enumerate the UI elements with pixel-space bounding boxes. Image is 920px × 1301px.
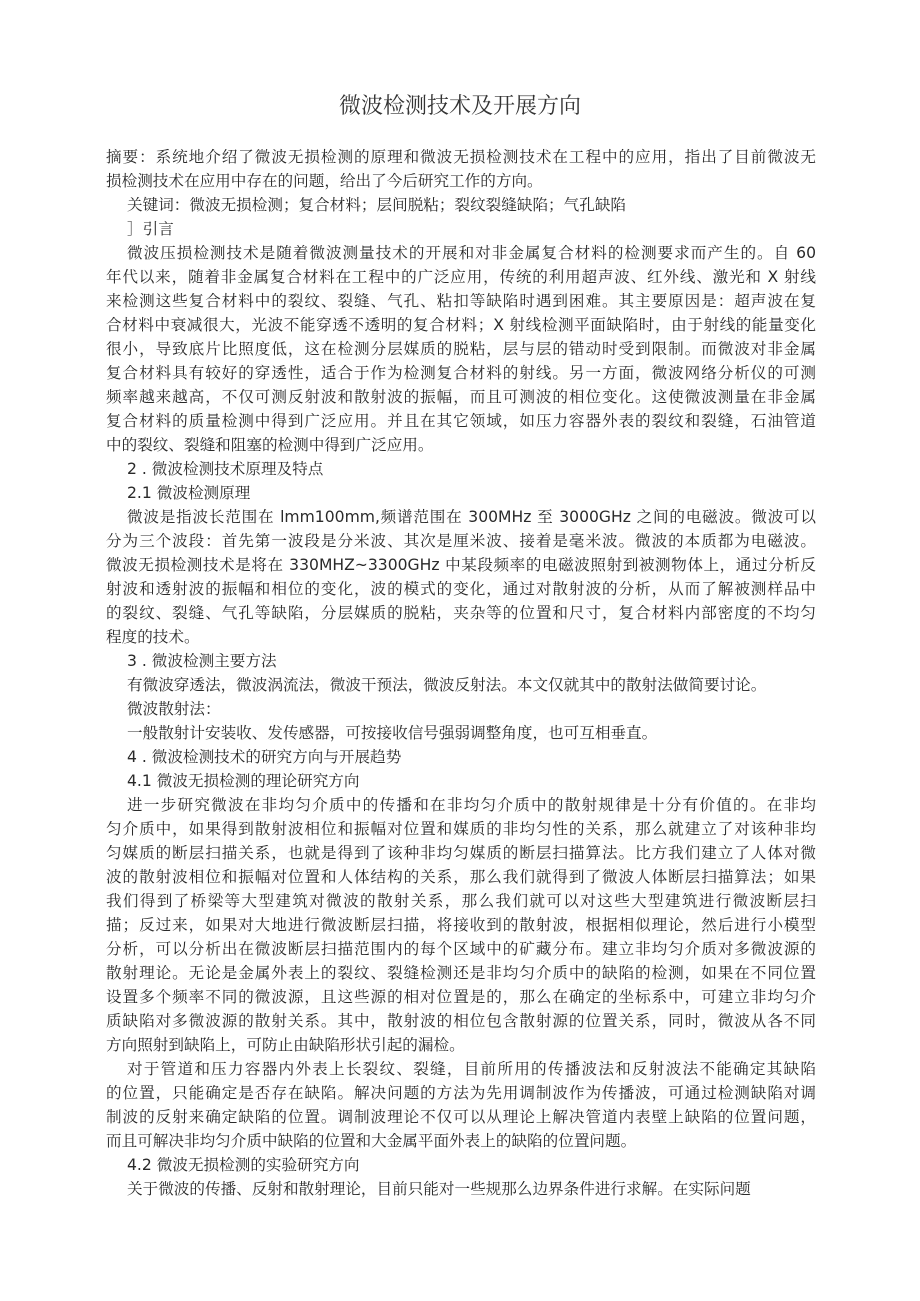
heading-4-2 bbox=[106, 1153, 816, 1177]
text-line: 中的裂纹、裂缝和阻塞的检测中得到广泛应用。 bbox=[106, 436, 434, 454]
heading-introduction bbox=[106, 217, 816, 241]
text-line: 波的散射波相位和振幅对位置和人体结构的关系，那么我们就得到了微波人体断层扫描算法；如果 bbox=[106, 868, 816, 886]
paragraph-4-2 bbox=[106, 1177, 816, 1201]
heading-2 bbox=[106, 457, 816, 481]
heading-3 bbox=[106, 649, 816, 673]
paragraph-scatter-title bbox=[106, 697, 816, 721]
text-line: 关于微波的传播、反射和散射理论，目前只能对一些规那么边界条件进行求解。在实际问题 bbox=[127, 1180, 751, 1198]
text-line: 制波的反射来确定缺陷的位置。调制波理论不仅可以从理论上解决管道内表壁上缺陷的位置问题， bbox=[106, 1108, 816, 1126]
text-line: 散射理论。无论是金属外表上的裂纹、裂缝检测还是非均匀介质中的缺陷的检测，如果在不同位置 bbox=[106, 964, 816, 982]
text-line: 摘要：系统地介绍了微波无损检测的原理和微波无损检测技术在工程中的应用，指出了目前微波无 bbox=[106, 148, 816, 166]
text-line: 匀媒质的断层扫描关系，也就是得到了该种非均匀媒质的断层扫描算法。比方我们建立了人体对微 bbox=[106, 844, 816, 862]
text-line: 2.1 微波检测原理 bbox=[127, 484, 251, 502]
text-line: 复合材料的质量检测中得到广泛应用。并且在其它领域，如压力容器外表的裂纹和裂缝，石油管道 bbox=[106, 412, 816, 430]
text-line: 关键词：微波无损检测；复合材料；层间脱粘；裂纹裂缝缺陷；气孔缺陷 bbox=[127, 196, 627, 214]
text-line: 分为三个波段：首先第一波段是分米波、其次是厘米波、接着是毫米波。微波的本质都为电磁波。 bbox=[106, 532, 816, 550]
paragraph-4-1-b bbox=[106, 1057, 816, 1153]
text-line: 方向照射到缺陷上，可防止由缺陷形状引起的漏检。 bbox=[106, 1036, 465, 1054]
paragraph-scatter bbox=[106, 721, 816, 745]
text-line: 而且可解决非均匀介质中缺陷的位置和大金属平面外表上的缺陷的位置问题。 bbox=[106, 1132, 637, 1150]
document-body bbox=[106, 145, 816, 1201]
text-line: 微波是指波长范围在 lmm100mm,频谱范围在 300MHz 至 3000GHz 之间的电磁波。微波可以 bbox=[127, 508, 816, 526]
text-line: 合材料中衰减很大，光波不能穿透不透明的复合材料；X 射线检测平面缺陷时，由于射线的能量变化 bbox=[106, 316, 816, 334]
text-line: 设置多个频率不同的微波源，且这些源的相对位置是的，那么在确定的坐标系中，可建立非均匀介 bbox=[106, 988, 816, 1006]
paragraph-introduction bbox=[106, 241, 816, 457]
text-line: 年代以来，随着非金属复合材料在工程中的广泛应用，传统的利用超声波、红外线、激光和 X 射线 bbox=[106, 268, 816, 286]
text-line: 4 . 微波检测技术的研究方向与开展趋势 bbox=[127, 748, 402, 766]
text-line: 频率越来越高，不仅可测反射波和散射波的振幅，而且可测波的相位变化。这使微波测量在非金属 bbox=[106, 388, 816, 406]
text-line: 描；反过来，如果对大地进行微波断层扫描，将接收到的散射波，根据相似理论，然后进行小模型 bbox=[106, 916, 816, 934]
text-line: 微波散射法： bbox=[127, 700, 221, 718]
text-line: 有微波穿透法，微波涡流法，微波干预法，微波反射法。本文仅就其中的散射法做简要讨论。 bbox=[127, 676, 767, 694]
text-line: 对于管道和压力容器内外表上长裂纹、裂缝，目前所用的传播波法和反射波法不能确定其缺陷 bbox=[127, 1060, 816, 1078]
heading-4 bbox=[106, 745, 816, 769]
text-line: 2 . 微波检测技术原理及特点 bbox=[127, 460, 324, 478]
text-line: 我们得到了桥梁等大型建筑对微波的散射关系，那么我们就可以对这些大型建筑进行微波断层扫 bbox=[106, 892, 816, 910]
text-line: 射波和透射波的振幅和相位的变化，波的模式的变化，通过对散射波的分析，从而了解被测样品中 bbox=[106, 580, 816, 598]
abstract bbox=[106, 145, 816, 193]
text-line: 4.1 微波无损检测的理论研究方向 bbox=[127, 772, 360, 790]
text-line: 分析，可以分析出在微波断层扫描范围内的每个区域中的矿藏分布。建立非均匀介质对多微波源的 bbox=[106, 940, 816, 958]
text-line: 的位置，只能确定是否存在缺陷。解决问题的方法为先用调制波作为传播波，可通过检测缺陷对调 bbox=[106, 1084, 816, 1102]
text-line: ］引言 bbox=[127, 220, 174, 238]
text-line: 4.2 微波无损检测的实验研究方向 bbox=[127, 1156, 360, 1174]
text-line: 质缺陷对多微波源的散射关系。其中，散射波的相位包含散射源的位置关系，同时，微波从各不同 bbox=[106, 1012, 816, 1030]
document-title: 微波检测技术及开展方向 bbox=[338, 94, 581, 119]
text-line: 来检测这些复合材料中的裂纹、裂缝、气孔、粘扣等缺陷时遇到困难。其主要原因是：超声波在复 bbox=[106, 292, 816, 310]
text-line: 损检测技术在应用中存在的问题，给出了今后研究工作的方向。 bbox=[106, 172, 543, 190]
paragraph-3 bbox=[106, 673, 816, 697]
heading-4-1 bbox=[106, 769, 816, 793]
paragraph-4-1-a bbox=[106, 793, 816, 1057]
text-line: 很小，导致底片比照度低，这在检测分层媒质的脱粘，层与层的错动时受到限制。而微波对非金属 bbox=[106, 340, 816, 358]
text-line: 微波无损检测技术是将在 330MHZ~3300GHz 中某段频率的电磁波照射到被测物体上，通过分析反 bbox=[106, 556, 816, 574]
text-line: 进一步研究微波在非均匀介质中的传播和在非均匀介质中的散射规律是十分有价值的。在非均 bbox=[127, 796, 816, 814]
text-line: 程度的技术。 bbox=[106, 628, 200, 646]
keywords bbox=[106, 193, 816, 217]
text-line: 微波压损检测技术是随着微波测量技术的开展和对非金属复合材料的检测要求而产生的。自 60 bbox=[127, 244, 816, 262]
text-line: 的裂纹、裂缝、气孔等缺陷，分层媒质的脱粘，夹杂等的位置和尺寸，复合材料内部密度的不均匀 bbox=[106, 604, 816, 622]
text-line: 3 . 微波检测主要方法 bbox=[127, 652, 277, 670]
text-line: 匀介质中，如果得到散射波相位和振幅对位置和媒质的非均匀性的关系，那么就建立了对该种非均 bbox=[106, 820, 816, 838]
heading-2-1 bbox=[106, 481, 816, 505]
text-line: 复合材料具有较好的穿透性，适合于作为检测复合材料的射线。另一方面，微波网络分析仪的可测 bbox=[106, 364, 816, 382]
paragraph-2-1 bbox=[106, 505, 816, 649]
text-line: 一般散射计安装收、发传感器，可按接收信号强弱调整角度，也可互相垂直。 bbox=[127, 724, 658, 742]
